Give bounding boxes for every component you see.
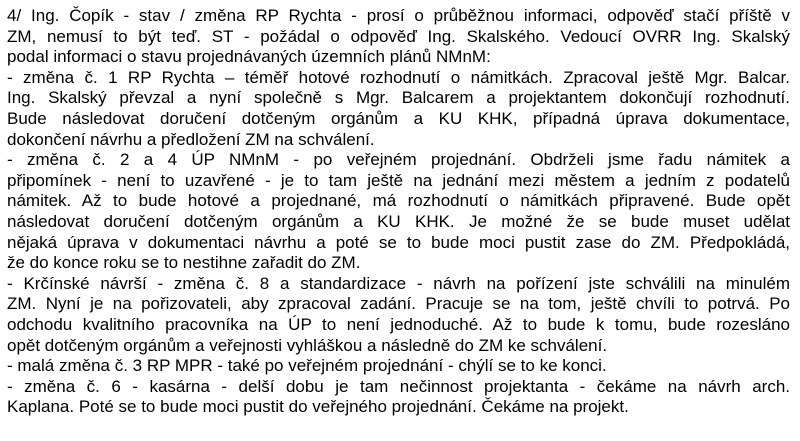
text-line: - Krčínské návrší - změna č. 8 a standardizace - návrh na pořízení jste schválili na minulém: [7, 273, 790, 293]
section-krcinske-navrsi: [7, 274, 790, 356]
text-line: odchodu kvalitního pracovníka na ÚP to není jednoduché. Až to bude k tomu, bude rozesláno: [7, 314, 790, 334]
minutes-item-4: [7, 6, 790, 68]
text-line: opět dotčeným orgánům a veřejnosti vyhláškou a následně do ZM ke schválení.: [7, 335, 608, 355]
section-kasarna: [7, 377, 790, 418]
text-line: - malá změna č. 3 RP MPR - také po veřejném projednání - chýlí se to ke konci.: [7, 356, 607, 376]
text-line: Bude následovat doručení dotčeným orgánům a KU KHK, případná úprava dokumentace,: [7, 108, 790, 128]
text-line: dokončení návrhu a předložení ZM na schválení.: [7, 129, 375, 149]
text-line: - změna č. 1 RP Rychta – téměř hotové rozhodnutí o námitkách. Zpracoval ještě Mgr. Balcar.: [7, 67, 790, 87]
text-line: - změna č. 2 a 4 ÚP NMnM - po veřejném projednání. Obdrželi jsme řadu námitek a: [7, 150, 790, 170]
text-line: Ing. Skalský převzal a nyní společně s Mgr. Balcarem a projektantem dokončují rozhodnutí.: [7, 88, 790, 108]
text-line: námitek. Až to bude hotové a projednané, má rozhodnutí o námitkách připravené. Bude opět: [7, 191, 790, 211]
section-rp-rychta: [7, 68, 790, 150]
text-line: Kaplana. Poté se to bude moci pustit do veřejného projednání. Čekáme na projekt.: [7, 397, 629, 417]
text-line: ZM. Nyní je na pořizovateli, aby zpracoval zadání. Pracuje se na tom, ještě chvíli to potrvá. Po: [7, 294, 790, 314]
text-line: 4/ Ing. Čopík - stav / změna RP Rychta - prosí o průběžnou informaci, odpověď stačí příště v: [7, 6, 790, 25]
section-rp-mpr: [7, 356, 790, 377]
section-up-nmnm: [7, 150, 790, 274]
text-line: - změna č. 6 - kasárna - delší dobu je tam nečinnost projektanta - čekáme na návrh arch.: [7, 376, 790, 396]
text-line: nějaká úprava v dokumentaci návrhu a poté se to bude moci pustit zase do ZM. Předpokládá,: [7, 232, 790, 252]
text-line: následovat doručení dotčeným orgánům a KU KHK. Je možné že se bude muset udělat: [7, 211, 790, 231]
text-line: připomínek - není to uzavřené - je to tam ještě na jednání mezi městem a jedním z podatelů: [7, 170, 790, 190]
text-line: podal informaci o stavu projednávaných územních plánů NMnM:: [7, 47, 491, 67]
text-line: ZM, nemusí to být teď. ST - požádal o odpověď Ing. Skalského. Vedoucí OVRR Ing. Skalský: [7, 26, 790, 46]
text-line: že do konce roku se to nestihne zařadit do ZM.: [7, 253, 361, 273]
